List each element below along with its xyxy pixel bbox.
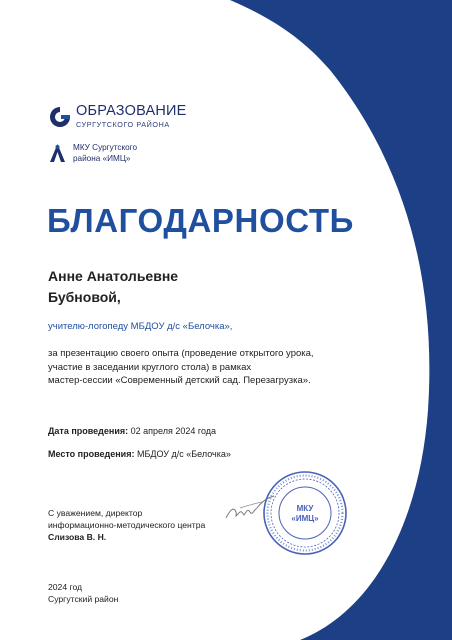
logo-title: ОБРАЗОВАНИЕ xyxy=(76,103,187,119)
footer xyxy=(48,581,118,605)
imc-logo-line1: МКУ Сургутского xyxy=(73,143,138,152)
imc-building-icon xyxy=(49,143,66,163)
svg-text:МКУ: МКУ xyxy=(296,504,314,513)
certificate-title: БЛАГОДАРНОСТЬ xyxy=(47,202,354,239)
organization-line: информационно-методического центра xyxy=(48,520,206,530)
logo-subtitle: СУРГУТСКОГО РАЙОНА xyxy=(76,120,170,129)
certificate-body xyxy=(48,347,378,388)
imc-logo xyxy=(49,142,137,164)
place-value: МБДОУ д/с «Белочка» xyxy=(136,449,231,459)
footer-region: Сургутский район xyxy=(48,594,119,604)
education-logo xyxy=(48,104,187,129)
recipient-last-name: Бубновой, xyxy=(48,289,121,305)
recipient-position: учителю-логопеду МБДОУ д/с «Белочка», xyxy=(48,321,233,332)
date-label: Дата проведения: xyxy=(48,426,129,436)
body-line: мастер-сессии «Современный детский сад. Перезагрузка». xyxy=(48,375,311,386)
body-line: участие в заседании круглого стола) в рамках xyxy=(48,361,252,373)
date-value: 02 апреля 2024 года xyxy=(130,426,217,436)
svg-text:«ИМЦ»: «ИМЦ» xyxy=(291,514,319,523)
director-name: Слизова В. Н. xyxy=(48,532,107,542)
recipient-first-name: Анне Анатольевне xyxy=(48,268,179,284)
footer-year: 2024 год xyxy=(48,582,83,592)
recipient-name xyxy=(48,266,178,308)
official-stamp xyxy=(262,470,348,556)
event-place xyxy=(48,449,231,459)
regards-line: С уважением, директор xyxy=(48,508,143,518)
education-logo-icon xyxy=(48,105,72,129)
signature-block xyxy=(48,507,205,543)
imc-logo-line2: района «ИМЦ» xyxy=(73,154,131,163)
body-line: за презентацию своего опыта (проведение открытого урока, xyxy=(48,348,314,359)
event-date xyxy=(48,426,216,436)
place-label: Место проведения: xyxy=(48,449,135,459)
